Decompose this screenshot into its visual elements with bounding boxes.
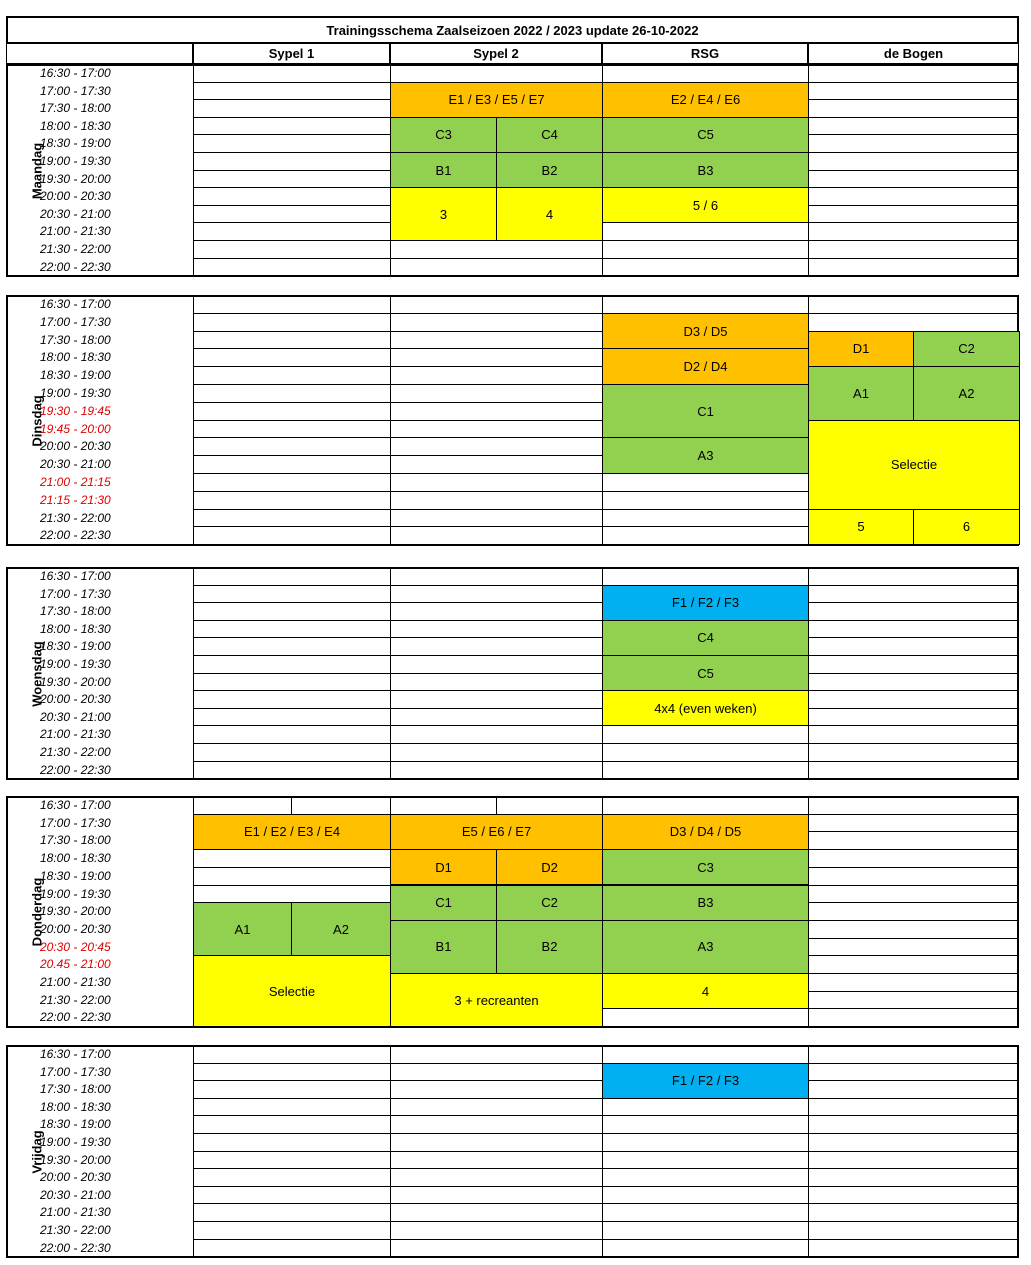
training-block: C1: [390, 885, 497, 921]
time-slot-label: 21:00 - 21:30: [40, 224, 111, 239]
time-slot-label: 17:30 - 18:00: [40, 833, 111, 848]
training-block: A2: [913, 366, 1020, 420]
row-divider: [193, 1186, 1019, 1187]
training-block: 4: [496, 187, 603, 241]
header-time-column: [6, 44, 193, 64]
column-divider: [291, 796, 292, 814]
time-slot-label: 20.45 - 21:00: [40, 957, 111, 972]
header-venue-de-bogen: de Bogen: [808, 44, 1019, 64]
time-slot-label: 17:00 - 17:30: [40, 83, 111, 98]
training-block: E5 / E6 / E7: [390, 814, 603, 850]
time-slot-label: 20:30 - 21:00: [40, 1187, 111, 1202]
time-slot-label: 22:00 - 22:30: [40, 259, 111, 274]
row-divider: [193, 1151, 1019, 1152]
training-block: C4: [496, 117, 603, 153]
time-slot-label: 18:00 - 18:30: [40, 350, 111, 365]
time-slot-label: 17:00 - 17:30: [40, 314, 111, 329]
header-venue-sypel-2: Sypel 2: [390, 44, 602, 64]
time-slot-label: 17:00 - 17:30: [40, 815, 111, 830]
training-block: B3: [602, 152, 809, 188]
time-slot-label: 21:00 - 21:30: [40, 1205, 111, 1220]
day-label-dinsdag: Dinsdag: [29, 394, 45, 447]
time-slot-label: 18:30 - 19:00: [40, 136, 111, 151]
time-slot-label: 17:30 - 18:00: [40, 101, 111, 116]
training-block: 4: [602, 973, 809, 1009]
training-block: A3: [602, 920, 809, 974]
row-divider: [193, 1203, 1019, 1204]
time-slot-label: 16:30 - 17:00: [40, 569, 111, 583]
time-slot-label: 16:30 - 17:00: [40, 798, 111, 812]
time-slot-label: 20:00 - 20:30: [40, 692, 111, 707]
time-slot-label: 19:30 - 20:00: [40, 171, 111, 186]
time-slot-label: 16:30 - 17:00: [40, 66, 111, 80]
time-slot-label: 16:30 - 17:00: [40, 297, 111, 311]
time-slot-label: 17:30 - 18:00: [40, 332, 111, 347]
column-divider: [496, 796, 497, 814]
row-divider: [193, 240, 1019, 241]
training-block: C2: [913, 331, 1020, 368]
training-block: A1: [193, 902, 292, 956]
training-block: D2: [496, 849, 603, 885]
time-slot-label: 22:00 - 22:30: [40, 1010, 111, 1025]
training-block: F1 / F2 / F3: [602, 585, 809, 621]
time-slot-label: 21:15 - 21:30: [40, 492, 111, 507]
time-slot-label: 20:00 - 20:30: [40, 1170, 111, 1185]
row-divider: [193, 1115, 1019, 1116]
row-divider: [193, 1168, 1019, 1169]
row-divider: [193, 258, 1019, 259]
training-block: B3: [602, 885, 809, 921]
time-slot-label: 17:30 - 18:00: [40, 1082, 111, 1097]
training-block: Selectie: [808, 420, 1020, 510]
time-slot-label: 20:30 - 20:45: [40, 939, 111, 954]
training-block: C5: [602, 117, 809, 153]
day-label-vrijdag: Vrijdag: [29, 1129, 45, 1174]
training-block: C2: [496, 885, 603, 921]
training-block: D3 / D4 / D5: [602, 814, 809, 850]
time-slot-label: 21:00 - 21:30: [40, 727, 111, 742]
time-slot-label: 19:00 - 19:30: [40, 386, 111, 400]
day-label-donderdag: Donderdag: [29, 877, 45, 947]
time-slot-label: 18:30 - 19:00: [40, 1117, 111, 1132]
time-slot-label: 18:00 - 18:30: [40, 851, 111, 866]
training-block: D3 / D5: [602, 313, 809, 350]
time-slot-label: 20:30 - 21:00: [40, 457, 111, 472]
training-block: C3: [390, 117, 497, 153]
time-slot-label: 21:00 - 21:15: [40, 475, 111, 489]
time-slot-label: 19:00 - 19:30: [40, 154, 111, 168]
row-divider: [193, 1239, 1019, 1240]
time-slot-label: 18:00 - 18:30: [40, 118, 111, 133]
time-slot-label: 19:30 - 19:45: [40, 403, 111, 418]
time-slot-label: 21:30 - 22:00: [40, 745, 111, 759]
row-divider: [193, 743, 1019, 744]
time-slot-label: 22:00 - 22:30: [40, 528, 111, 543]
row-divider: [193, 1221, 1019, 1222]
time-slot-label: 20:30 - 21:00: [40, 206, 111, 221]
time-slot-label: 19:00 - 19:30: [40, 657, 111, 671]
time-slot-label: 21:30 - 22:00: [40, 992, 111, 1007]
time-slot-label: 18:00 - 18:30: [40, 621, 111, 636]
header-venue-rsg: RSG: [602, 44, 808, 64]
time-slot-label: 19:30 - 20:00: [40, 904, 111, 919]
training-block: E1 / E2 / E3 / E4: [193, 814, 391, 850]
training-block: B2: [496, 920, 603, 974]
time-slot-label: 22:00 - 22:30: [40, 1240, 111, 1255]
time-slot-label: 16:30 - 17:00: [40, 1047, 111, 1061]
training-block: 6: [913, 509, 1020, 546]
day-label-woensdag: Woensdag: [29, 640, 45, 707]
row-divider: [193, 761, 1019, 762]
time-slot-label: 18:30 - 19:00: [40, 639, 111, 654]
training-block: 5: [808, 509, 914, 546]
training-block: A1: [808, 366, 914, 420]
day-label-maandag: Maandag: [29, 142, 45, 199]
training-block: E2 / E4 / E6: [602, 82, 809, 118]
time-slot-label: 21:30 - 22:00: [40, 242, 111, 256]
time-slot-label: 20:00 - 20:30: [40, 439, 111, 454]
training-block: D1: [808, 331, 914, 368]
time-slot-label: 21:30 - 22:00: [40, 1223, 111, 1237]
training-block: C4: [602, 620, 809, 656]
training-block: 3: [390, 187, 497, 241]
training-block: A3: [602, 437, 809, 474]
training-block: Selectie: [193, 955, 391, 1027]
time-slot-label: 22:00 - 22:30: [40, 762, 111, 777]
time-slot-label: 19:30 - 20:00: [40, 674, 111, 689]
time-slot-label: 19:00 - 19:30: [40, 886, 111, 901]
training-block: B1: [390, 920, 497, 974]
training-block: 3 + recreanten: [390, 973, 603, 1027]
time-slot-label: 18:30 - 19:00: [40, 368, 111, 383]
training-block: B2: [496, 152, 603, 188]
time-slot-label: 19:30 - 20:00: [40, 1152, 111, 1167]
training-block: F1 / F2 / F3: [602, 1063, 809, 1099]
training-block: 4x4 (even weken): [602, 690, 809, 726]
training-block: B1: [390, 152, 497, 188]
header-venue-sypel-1: Sypel 1: [193, 44, 390, 64]
time-slot-label: 21:30 - 22:00: [40, 510, 111, 525]
time-slot-label: 19:45 - 20:00: [40, 421, 111, 436]
training-block: A2: [291, 902, 391, 956]
time-slot-label: 20:00 - 20:30: [40, 189, 111, 204]
time-slot-label: 20:30 - 21:00: [40, 709, 111, 724]
training-block: E1 / E3 / E5 / E7: [390, 82, 603, 118]
time-slot-label: 17:30 - 18:00: [40, 604, 111, 619]
row-divider: [193, 1133, 1019, 1134]
time-slot-label: 19:00 - 19:30: [40, 1135, 111, 1149]
time-slot-label: 18:00 - 18:30: [40, 1099, 111, 1114]
schedule-title: Trainingsschema Zaalseizoen 2022 / 2023 update 26-10-2022: [6, 16, 1019, 44]
training-block: C5: [602, 655, 809, 691]
time-slot-label: 17:00 - 17:30: [40, 586, 111, 601]
training-block: D1: [390, 849, 497, 885]
training-block: 5 / 6: [602, 187, 809, 223]
time-slot-label: 18:30 - 19:00: [40, 868, 111, 883]
training-block: D2 / D4: [602, 348, 809, 385]
training-block: C3: [602, 849, 809, 885]
time-slot-label: 20:00 - 20:30: [40, 921, 111, 936]
time-slot-label: 17:00 - 17:30: [40, 1064, 111, 1079]
time-slot-label: 21:00 - 21:30: [40, 975, 111, 989]
training-block: C1: [602, 384, 809, 438]
